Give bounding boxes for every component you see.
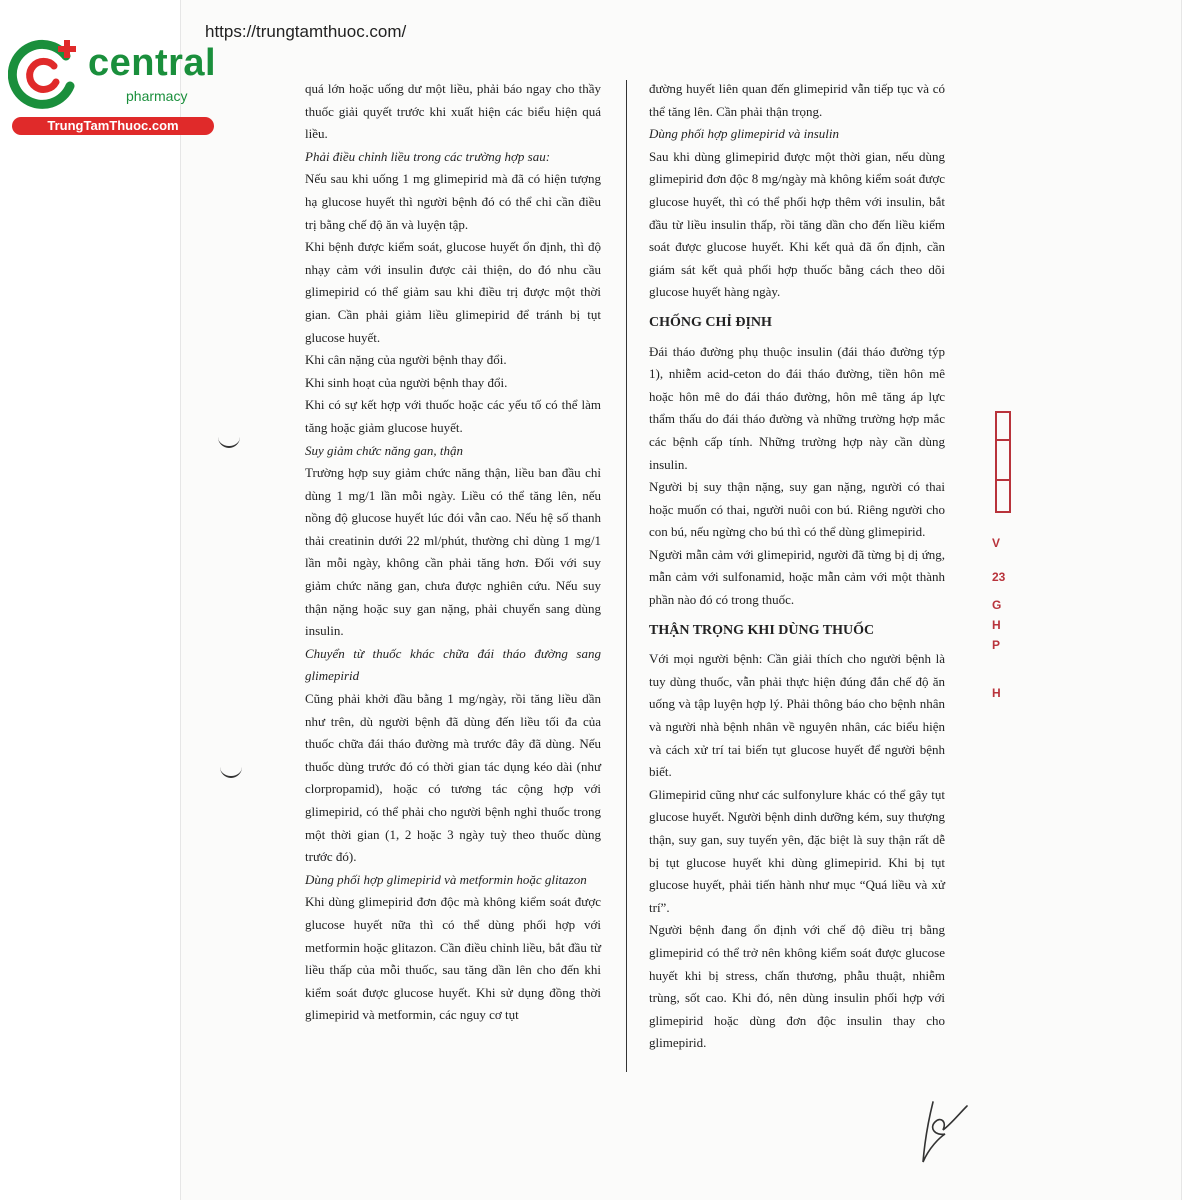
logo-mark-icon <box>8 36 88 116</box>
subheading: Phải điều chỉnh liều trong các trường hợp sau: <box>305 148 551 164</box>
logo-site: TrungTamThuoc.com <box>12 117 214 135</box>
left-column <box>305 78 601 1027</box>
signature-icon <box>915 1098 975 1168</box>
paragraph: Sau khi dùng glimepirid được một thời gian, nếu dùng glimepirid đơn độc 8 mg/ngày mà không kiểm soát được glucose huyết, thì có thể phối hợp thêm với insulin, bắt đầu từ liều insulin thấp, rồi tăng dần cho đến liều kiểm soát được glucose huyết. Khi kết quả đã ổn định, cần giám sát kết quả phối hợp thuốc bằng cách theo dõi glucose huyết hàng ngày. <box>649 148 945 300</box>
paragraph: Trường hợp suy giảm chức năng thận, liều ban đầu chỉ dùng 1 mg/1 lần mỗi ngày. Liều có thể tăng lên, nếu nồng độ glucose huyết lúc đói vẫn cao. Nếu hệ số thanh thải creatinin dưới 22 ml/phút, thường chỉ dùng 1 mg/1 lần mỗi ngày, không cần phải tăng hơn. Đối với suy giảm chức năng gan, chưa được nghiên cứu. Nếu suy thận nặng hoặc suy gan nặng, phải chuyển sang dùng insulin. <box>305 465 601 639</box>
paragraph: quá lớn hoặc uống dư một liều, phải báo ngay cho thầy thuốc giải quyết trước khi xuất hiện các biểu hiện quá liều. <box>305 81 601 142</box>
stamp-text: 23 <box>992 570 1006 584</box>
source-url[interactable]: https://trungtamthuoc.com/ <box>205 22 407 41</box>
section-heading-precautions: THẬN TRỌNG KHI DÙNG THUỐC <box>649 622 875 638</box>
paragraph: Đái tháo đường phụ thuộc insulin (đái tháo đường týp 1), nhiễm acid-ceton do đái tháo đường, tiền hôn mê hoặc hôn mê do đái tháo đường, hôn mê tăng áp lực thẩm thấu do đái tháo đường và những trường hợp mắc các bệnh cấp tính. Những trường hợp này cần dùng insulin. <box>649 343 945 472</box>
paragraph: Khi sinh hoạt của người bệnh thay đổi. <box>305 374 508 390</box>
stamp-text: P <box>992 638 1001 652</box>
stamp-border-icon <box>990 410 1016 530</box>
paragraph: Khi có sự kết hợp với thuốc hoặc các yếu tố có thể làm tăng hoặc giảm glucose huyết. <box>305 397 601 435</box>
paragraph: Nếu sau khi uống 1 mg glimepirid mà đã có hiện tượng hạ glucose huyết thì người bệnh đó có thể chỉ cần điều trị bằng chế độ ăn và luyện tập. <box>305 171 601 232</box>
subheading: Dùng phối hợp glimepirid và insulin <box>649 126 840 142</box>
subheading: Suy giảm chức năng gan, thận <box>305 442 464 458</box>
section-heading-contraindications: CHỐNG CHỈ ĐỊNH <box>649 314 772 330</box>
paragraph: Người bệnh đang ổn định với chế độ điều trị bằng glimepirid có thể trở nên không kiểm soát được glucose huyết khi bị stress, chấn thương, phẫu thuật, nhiễm trùng, sốt cao. Khi đó, nên dùng insulin phối hợp với glimepirid hoặc dùng đơn độc insulin thay cho glimepirid. <box>649 922 945 1051</box>
red-stamp-fragment <box>990 410 1016 710</box>
paragraph: Khi dùng glimepirid đơn độc mà không kiểm soát được glucose huyết nữa thì có thể dùng phối hợp với metformin hoặc glitazon. Cần điều chỉnh liều, bắt đầu từ liều thấp của mỗi thuốc, sau tăng dần lên cho đến khi kiểm soát được glucose huyết. Khi sử dụng đồng thời glimepirid và metformin, các nguy cơ tụt <box>305 894 601 1023</box>
paragraph: Khi bệnh được kiểm soát, glucose huyết ổn định, thì độ nhạy cảm với insulin được cải thiện, do đó nhu cầu glimepirid có thể giảm sau khi điều trị được một thời gian. Cần phải giảm liều glimepirid để tránh bị tụt glucose huyết. <box>305 239 601 345</box>
paragraph: Cũng phải khởi đầu bằng 1 mg/ngày, rồi tăng liều dần như trên, dù người bệnh đã dùng đến liều tối đa của thuốc chữa đái tháo đường mà trước đây đã dùng. Nếu thuốc dùng trước đó có thời gian tác dụng kéo dài (như clorpropamid), hoặc có tương tác cộng hợp với glimepirid, có thể phải cho người bệnh nghỉ thuốc trong một thời gian (1, 2 hoặc 3 ngày tuỳ theo thuốc dùng trước đó). <box>305 691 601 865</box>
paragraph: Người bị suy thận nặng, suy gan nặng, người có thai hoặc muốn có thai, người nuôi con bú. Riêng người cho con bú, nếu ngừng cho bú thì có thể dùng glimepirid. <box>649 479 945 540</box>
subheading: Chuyển từ thuốc khác chữa đái tháo đường sang glimepirid <box>305 645 601 684</box>
stamp-text: V <box>992 536 1001 550</box>
right-column <box>649 78 945 1055</box>
logo-brand: central <box>88 42 217 84</box>
paragraph: Người mẫn cảm với glimepirid, người đã từng bị dị ứng, mẫn cảm với sulfonamid, hoặc mẫn cảm với một thành phần nào đó có trong thuốc. <box>649 546 945 608</box>
stamp-text: H <box>992 618 1001 632</box>
paragraph: Khi cân nặng của người bệnh thay đổi. <box>305 352 507 368</box>
column-divider <box>626 80 627 1072</box>
pharmacy-logo[interactable] <box>8 36 217 136</box>
stamp-text: G <box>992 598 1002 612</box>
paragraph: Glimepirid cũng như các sulfonylure khác có thể gây tụt glucose huyết. Người bệnh dinh dưỡng kém, suy thượng thận, suy gan, suy tuyến yên, đặc biệt là suy thận rất dễ bị tụt glucose huyết khi dùng glimepirid. Khi bị tụt glucose huyết, phải tiến hành như mục “Quá liều và xử trí”. <box>649 786 945 915</box>
subheading: Dùng phối hợp glimepirid và metformin hoặc glitazon <box>305 871 587 887</box>
paragraph: đường huyết liên quan đến glimepirid vẫn tiếp tục và có thể tăng lên. Cần phải thận trọng. <box>649 81 945 119</box>
paragraph: Với mọi người bệnh: Cần giải thích cho người bệnh là tuy dùng thuốc, vẫn phải thực hiện đúng đắn chế độ ăn uống và tập luyện hợp lý. Phải thông báo cho bệnh nhân và người nhà bệnh nhân về nguyên nhân, các biểu hiện và cách xử trí tai biến tụt glucose huyết để người bệnh biết. <box>649 651 945 780</box>
stamp-text: H <box>992 686 1001 700</box>
logo-sub: pharmacy <box>126 88 188 104</box>
